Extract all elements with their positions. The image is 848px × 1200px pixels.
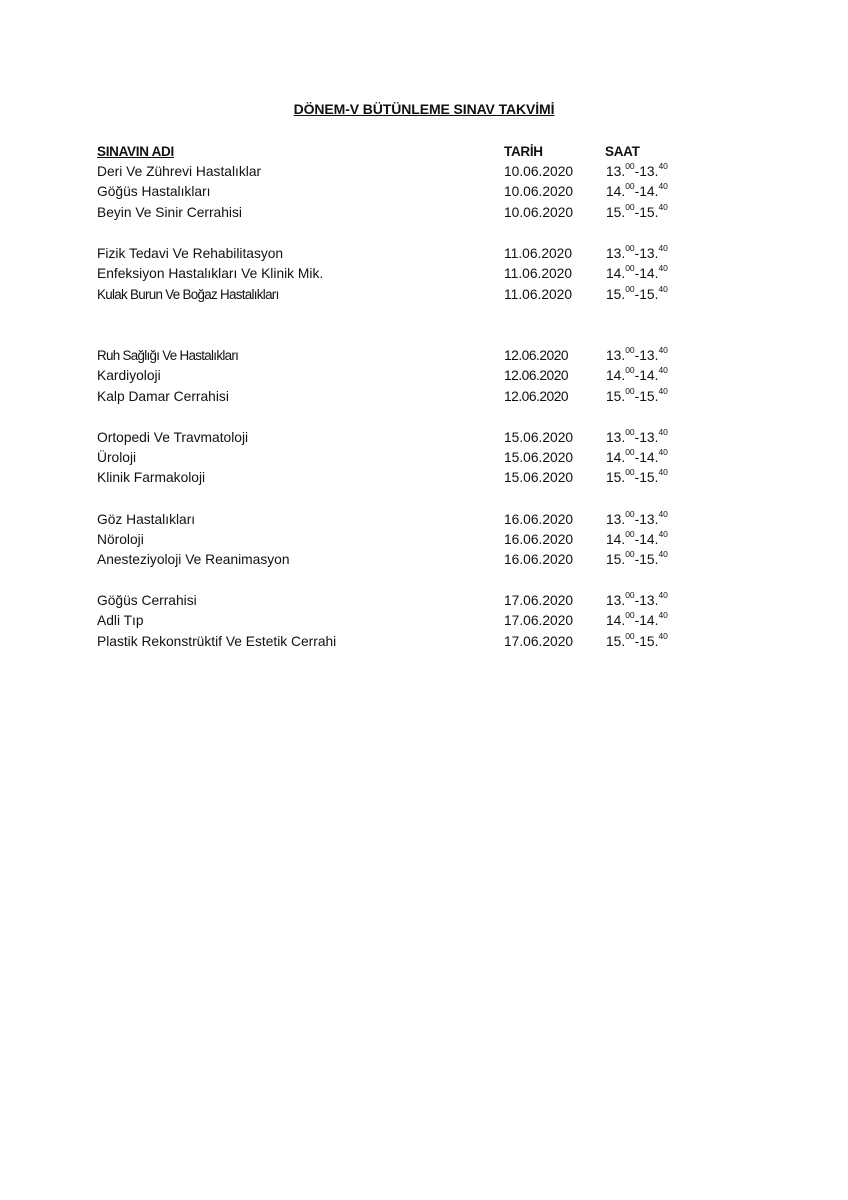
exam-time <box>606 448 668 468</box>
end-minute: 40 <box>658 181 668 192</box>
table-row <box>0 428 848 448</box>
end-hour: -15. <box>634 287 659 302</box>
exam-time <box>606 162 668 182</box>
exam-date: 17.06.2020 <box>504 593 574 608</box>
page-title: DÖNEM-V BÜTÜNLEME SINAV TAKVİMİ <box>293 101 555 117</box>
end-hour: -15. <box>634 552 659 567</box>
table-row <box>0 346 848 366</box>
end-hour: -13. <box>634 430 659 445</box>
end-minute: 40 <box>658 447 668 458</box>
table-row <box>0 611 848 631</box>
exam-date: 15.06.2020 <box>504 430 574 445</box>
exam-time <box>606 244 668 264</box>
end-minute: 40 <box>658 590 668 601</box>
exam-date: 16.06.2020 <box>504 512 574 527</box>
end-minute: 40 <box>658 243 668 254</box>
exam-date: 16.06.2020 <box>504 532 574 547</box>
exam-time <box>606 264 668 284</box>
exam-time <box>606 428 668 448</box>
start-minute: 00 <box>625 549 635 560</box>
start-minute: 00 <box>625 345 635 356</box>
end-hour: -14. <box>634 266 659 281</box>
exam-name: Üroloji <box>97 450 137 465</box>
start-minute: 00 <box>625 509 635 520</box>
end-hour: -14. <box>634 450 659 465</box>
end-minute: 40 <box>658 549 668 560</box>
exam-time <box>606 468 668 488</box>
start-hour: 14. <box>606 368 626 383</box>
exam-time <box>606 285 668 305</box>
end-minute: 40 <box>658 529 668 540</box>
exam-name: Göğüs Cerrahisi <box>97 593 197 608</box>
start-minute: 00 <box>625 447 635 458</box>
start-hour: 15. <box>606 634 626 649</box>
end-hour: -13. <box>634 246 659 261</box>
start-minute: 00 <box>625 610 635 621</box>
table-row <box>0 264 848 284</box>
exam-date: 12.06.2020 <box>504 368 569 383</box>
exam-name: Kalp Damar Cerrahisi <box>97 389 229 404</box>
start-minute: 00 <box>625 243 635 254</box>
start-minute: 00 <box>625 631 635 642</box>
end-minute: 40 <box>658 386 668 397</box>
end-hour: -14. <box>634 613 659 628</box>
exam-name: Beyin Ve Sinir Cerrahisi <box>97 205 242 220</box>
start-hour: 14. <box>606 532 626 547</box>
exam-date: 16.06.2020 <box>504 552 574 567</box>
start-hour: 14. <box>606 450 626 465</box>
exam-date: 11.06.2020 <box>504 287 573 302</box>
exam-date: 11.06.2020 <box>504 266 573 281</box>
exam-name: Klinik Farmakoloji <box>97 470 206 485</box>
exam-date: 10.06.2020 <box>504 164 574 179</box>
start-hour: 14. <box>606 184 626 199</box>
table-row <box>0 366 848 386</box>
exam-date: 10.06.2020 <box>504 205 574 220</box>
table-row <box>0 162 848 182</box>
start-hour: 13. <box>606 348 626 363</box>
end-hour: -15. <box>634 389 659 404</box>
exam-time <box>606 550 668 570</box>
start-hour: 13. <box>606 430 626 445</box>
exam-name: Göz Hastalıkları <box>97 512 196 527</box>
end-hour: -13. <box>634 593 659 608</box>
start-minute: 00 <box>625 386 635 397</box>
exam-time <box>606 611 668 631</box>
exam-name: Enfeksiyon Hastalıkları Ve Klinik Mik. <box>97 266 324 281</box>
exam-name: Kardiyoloji <box>97 368 161 383</box>
exam-date: 15.06.2020 <box>504 470 574 485</box>
table-row <box>0 591 848 611</box>
start-hour: 13. <box>606 593 626 608</box>
exam-name: Deri Ve Zührevi Hastalıklar <box>97 164 262 179</box>
table-row <box>0 550 848 570</box>
start-minute: 00 <box>625 263 635 274</box>
table-row <box>0 203 848 223</box>
start-hour: 15. <box>606 470 626 485</box>
exam-name: Anesteziyoloji Ve Reanimasyon <box>97 552 290 567</box>
exam-name: Adli Tıp <box>97 613 144 628</box>
end-hour: -14. <box>634 368 659 383</box>
column-header-time: SAAT <box>605 144 640 159</box>
exam-time <box>606 632 668 652</box>
table-row <box>0 285 848 305</box>
table-row <box>0 530 848 550</box>
exam-date: 10.06.2020 <box>504 184 574 199</box>
column-header-exam-name: SINAVIN ADI <box>97 144 174 159</box>
exam-name: Plastik Rekonstrüktif Ve Estetik Cerrahi <box>97 634 337 649</box>
exam-date: 17.06.2020 <box>504 613 574 628</box>
start-hour: 15. <box>606 389 626 404</box>
end-hour: -15. <box>634 470 659 485</box>
start-hour: 14. <box>606 613 626 628</box>
table-row <box>0 244 848 264</box>
start-hour: 13. <box>606 164 626 179</box>
start-hour: 14. <box>606 266 626 281</box>
end-minute: 40 <box>658 365 668 376</box>
end-minute: 40 <box>658 610 668 621</box>
exam-date: 12.06.2020 <box>504 348 569 363</box>
end-minute: 40 <box>658 467 668 478</box>
start-minute: 00 <box>625 202 635 213</box>
exam-name: Fizik Tedavi Ve Rehabilitasyon <box>97 246 284 261</box>
end-hour: -14. <box>634 184 659 199</box>
exam-time <box>606 591 668 611</box>
end-minute: 40 <box>658 202 668 213</box>
exam-time <box>606 203 668 223</box>
exam-name: Ruh Sağlığı Ve Hastalıkları <box>97 348 239 363</box>
exam-name: Nöroloji <box>97 532 144 547</box>
exam-date: 17.06.2020 <box>504 634 574 649</box>
table-row <box>0 510 848 530</box>
exam-name: Kulak Burun Ve Boğaz Hastalıkları <box>97 287 279 302</box>
start-hour: 13. <box>606 512 626 527</box>
end-hour: -13. <box>634 164 659 179</box>
start-minute: 00 <box>625 181 635 192</box>
end-minute: 40 <box>658 427 668 438</box>
table-row <box>0 448 848 468</box>
start-minute: 00 <box>625 427 635 438</box>
exam-date: 15.06.2020 <box>504 450 574 465</box>
start-hour: 13. <box>606 246 626 261</box>
end-minute: 40 <box>658 284 668 295</box>
end-hour: -14. <box>634 532 659 547</box>
start-minute: 00 <box>625 529 635 540</box>
column-header-date: TARİH <box>504 144 543 159</box>
end-minute: 40 <box>658 263 668 274</box>
exam-name: Ortopedi Ve Travmatoloji <box>97 430 249 445</box>
exam-date: 12.06.2020 <box>504 389 569 404</box>
exam-time <box>606 387 668 407</box>
start-minute: 00 <box>625 365 635 376</box>
end-minute: 40 <box>658 631 668 642</box>
start-minute: 00 <box>625 161 635 172</box>
start-hour: 15. <box>606 205 626 220</box>
table-row <box>0 632 848 652</box>
table-row <box>0 468 848 488</box>
start-hour: 15. <box>606 287 626 302</box>
exam-name: Göğüs Hastalıkları <box>97 184 211 199</box>
end-minute: 40 <box>658 161 668 172</box>
exam-time <box>606 366 668 386</box>
table-row <box>0 182 848 202</box>
table-row <box>0 387 848 407</box>
exam-time <box>606 182 668 202</box>
exam-time <box>606 346 668 366</box>
end-minute: 40 <box>658 509 668 520</box>
start-minute: 00 <box>625 284 635 295</box>
start-minute: 00 <box>625 467 635 478</box>
end-minute: 40 <box>658 345 668 356</box>
end-hour: -13. <box>634 348 659 363</box>
end-hour: -15. <box>634 634 659 649</box>
exam-date: 11.06.2020 <box>504 246 573 261</box>
exam-time <box>606 530 668 550</box>
start-minute: 00 <box>625 590 635 601</box>
start-hour: 15. <box>606 552 626 567</box>
end-hour: -13. <box>634 512 659 527</box>
end-hour: -15. <box>634 205 659 220</box>
exam-time <box>606 510 668 530</box>
